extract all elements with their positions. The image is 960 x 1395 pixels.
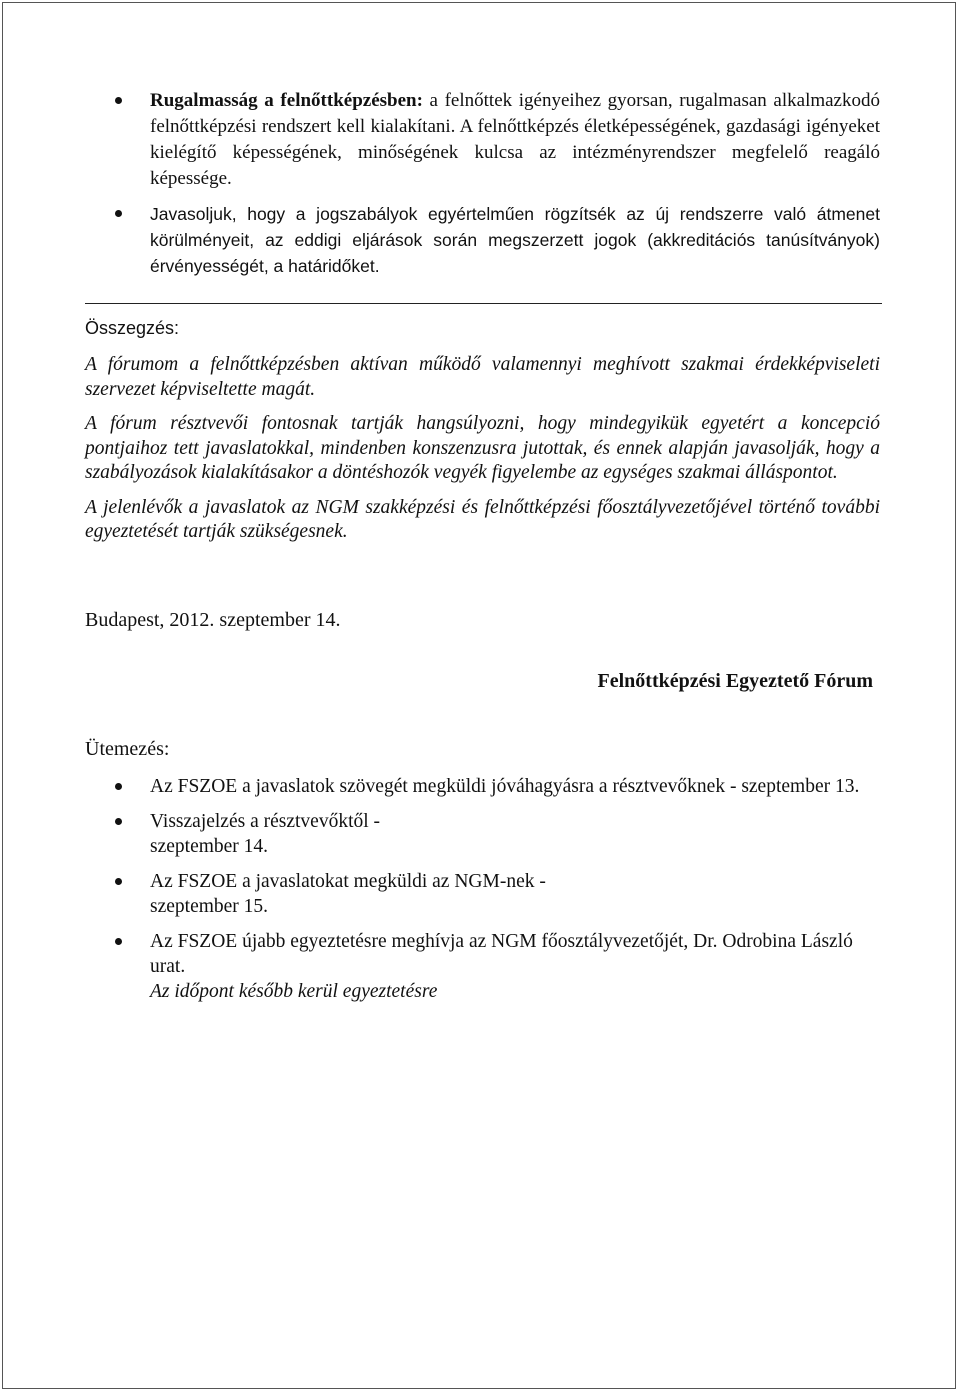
- list-item-lead: Rugalmasság a felnőttképzésben:: [150, 90, 423, 111]
- list-item: [85, 88, 880, 192]
- bullet-icon: [115, 818, 122, 825]
- list-item-text: Javasoljuk, hogy a jogszabályok egyértelműen rögzítsék az új rendszerre való átmenet körülményeit, az eddigi eljárások során megszerzett jogok (akkreditációs tanúsítványok) érvényességét, a határidőket.: [150, 204, 880, 276]
- place-and-date: Budapest, 2012. szeptember 14.: [85, 609, 341, 631]
- document-page: [2, 2, 956, 1389]
- list-item-text: a felnőttek igényeihez gyorsan, rugalmasan alkalmazkodó felnőttképzési rendszert kell kialakítani. A felnőttképzés életképességének, gazdasági igényeket kielégítő képességének, minőségének kulcsa az intézményrendszer megfelelő reagáló képessége.: [150, 90, 880, 189]
- signature-organization: Felnőttképzési Egyeztető Fórum: [597, 670, 873, 692]
- schedule-item: [85, 774, 880, 799]
- bullet-icon: [115, 210, 122, 217]
- schedule-item-text: Visszajelzés a résztvevőktől - szeptember 14.: [150, 811, 381, 857]
- bullet-icon: [115, 97, 122, 104]
- schedule-item-text: Az FSZOE a javaslatokat megküldi az NGM-nek - szeptember 15.: [150, 871, 546, 917]
- bullet-icon: [115, 878, 122, 885]
- bullet-icon: [115, 783, 122, 790]
- schedule-list: [85, 774, 880, 1014]
- list-item: [85, 201, 880, 279]
- schedule-item: [85, 929, 880, 1004]
- section-divider: [85, 303, 882, 304]
- recommendation-list: [85, 88, 880, 279]
- schedule-heading: Ütemezés:: [85, 738, 170, 760]
- summary-paragraph: A fórum résztvevői fontosnak tartják hangsúlyozni, hogy mindegyikük egyetért a koncepció pontjaihoz tett javaslatokkal, mindenben konszenzusra jutottak, és ennek alapján javasolják, hogy a szabályozások kialakításakor a döntéshozók vegyék figyelembe az egységes szakmai álláspontot.: [85, 413, 880, 483]
- summary-heading: Összegzés:: [85, 318, 180, 338]
- schedule-item: [85, 809, 880, 859]
- summary-paragraph: A fórumom a felnőttképzésben aktívan működő valamennyi meghívott szakmai érdekképviseleti szervezet képviseltette magát.: [85, 354, 880, 400]
- schedule-item: [85, 869, 880, 919]
- schedule-item-text: Az FSZOE a javaslatok szövegét megküldi jóváhagyásra a résztvevőknek - szeptember 13.: [150, 776, 860, 797]
- schedule-item-text: Az FSZOE újabb egyeztetésre meghívja az NGM főosztályvezetőjét, Dr. Odrobina László urat.: [150, 931, 853, 977]
- bullet-icon: [115, 938, 122, 945]
- summary-paragraph: A jelenlévők a javaslatok az NGM szakképzési és felnőttképzési főosztályvezetőjével történő további egyeztetését tartják szükségesnek.: [85, 496, 880, 542]
- summary-section: [85, 353, 880, 555]
- schedule-item-note: Az időpont később kerül egyeztetésre: [150, 981, 438, 1002]
